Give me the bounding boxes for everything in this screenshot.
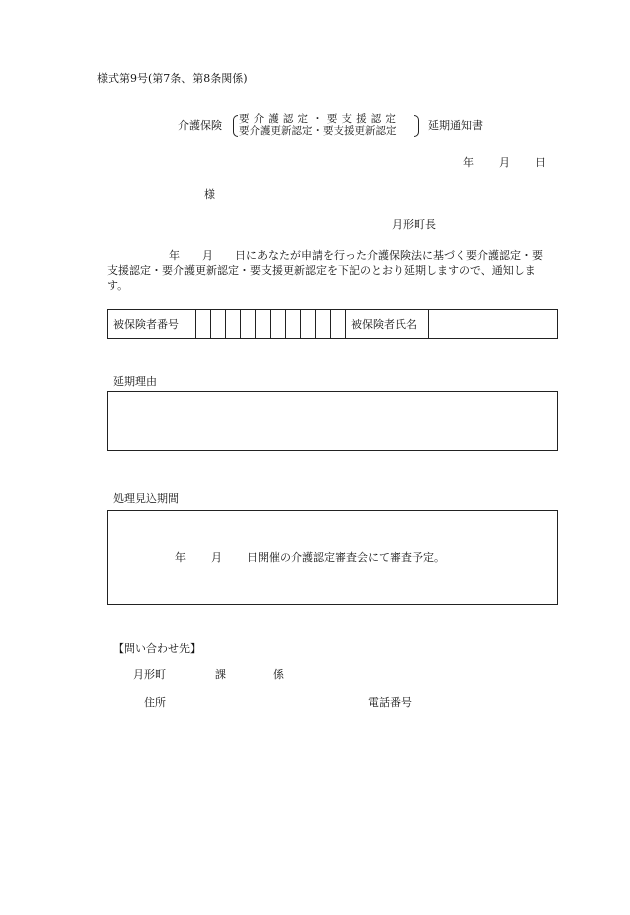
- title-left-bracket: [233, 115, 238, 137]
- date-day: 日: [535, 156, 546, 169]
- insured-number-digit-box[interactable]: [196, 310, 211, 339]
- date-month: 月: [499, 156, 510, 169]
- contact-address-label: 住所: [144, 696, 166, 709]
- contact-town: 月形町: [133, 668, 166, 681]
- processing-year: 年: [175, 551, 186, 564]
- insured-number-digit-box[interactable]: [256, 310, 271, 339]
- date-year: 年: [463, 156, 474, 169]
- processing-period-label: 処理見込期間: [113, 492, 179, 505]
- title-option-top: 要 介 護 認 定 ・ 要 支 援 認 定: [239, 113, 397, 125]
- insured-number-digit-box[interactable]: [271, 310, 286, 339]
- insured-number-label: 被保険者番号: [108, 310, 196, 339]
- insured-number-digit-box[interactable]: [316, 310, 331, 339]
- processing-period-box: [107, 510, 558, 605]
- insured-name-field[interactable]: [429, 310, 558, 339]
- title-right-bracket: [414, 115, 419, 137]
- contact-staff: 係: [273, 668, 284, 681]
- insured-number-digit-box[interactable]: [211, 310, 226, 339]
- processing-month: 月: [211, 551, 222, 564]
- contact-heading: 【問い合わせ先】: [113, 642, 201, 655]
- body-line-3: す。: [107, 279, 129, 292]
- addressee-suffix: 様: [204, 188, 215, 201]
- body-line-2: 支援認定・要介護更新認定・要支援更新認定を下記のとおり延期しますので、通知しま: [107, 264, 536, 277]
- insured-number-digit-box[interactable]: [226, 310, 241, 339]
- insured-number-digit-box[interactable]: [301, 310, 316, 339]
- title-option-bottom: 要介護更新認定・要支援更新認定: [239, 125, 397, 137]
- insured-info-table: [107, 309, 558, 339]
- body-paragraph: [107, 248, 567, 293]
- contact-phone-label: 電話番号: [368, 696, 412, 709]
- title-suffix: 延期通知書: [428, 119, 483, 132]
- processing-text: 日開催の介護認定審査会にて審査予定。: [247, 551, 445, 564]
- insured-number-digit-box[interactable]: [241, 310, 256, 339]
- contact-section: 課: [215, 668, 226, 681]
- title-prefix: 介護保険: [178, 119, 222, 132]
- insured-number-digit-box[interactable]: [331, 310, 346, 339]
- delay-reason-label: 延期理由: [113, 375, 157, 388]
- body-line-1: 年 月 日にあなたが申請を行った介護保険法に基づく要介護認定・要: [169, 249, 543, 262]
- issuer-name: 月形町長: [392, 218, 436, 231]
- insured-number-digit-box[interactable]: [286, 310, 301, 339]
- delay-reason-box[interactable]: [107, 391, 558, 451]
- insured-name-label: 被保険者氏名: [346, 310, 429, 339]
- form-number: 様式第9号(第7条、第8条関係): [97, 72, 248, 85]
